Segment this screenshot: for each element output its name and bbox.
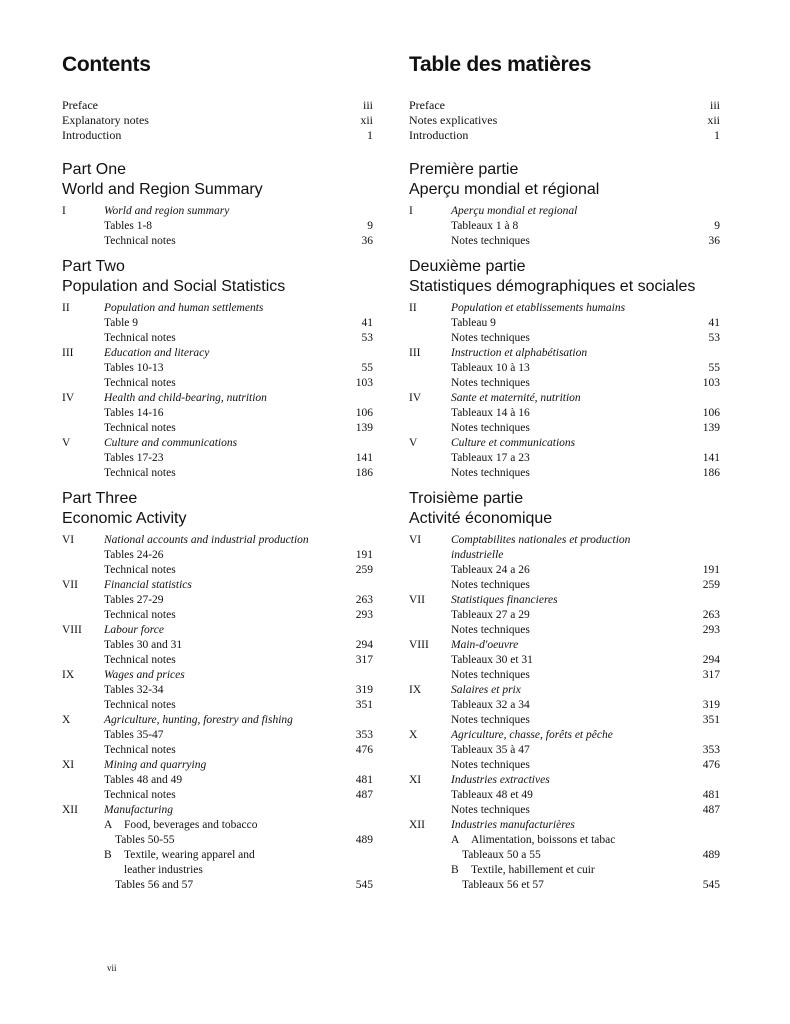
toc-entry[interactable]	[62, 406, 373, 421]
toc-entry[interactable]	[409, 421, 720, 436]
entry-label: Tables 17-23	[104, 452, 164, 464]
chapter-number: I	[409, 205, 413, 217]
subsection-letter: A	[451, 834, 460, 846]
chapter-heading[interactable]	[62, 436, 373, 451]
entry-label: Tables 50-55	[115, 834, 175, 846]
entry-label: Notes techniques	[451, 332, 530, 344]
page-number: 259	[355, 564, 373, 576]
page-number: 293	[355, 609, 373, 621]
chapter-heading[interactable]	[62, 533, 373, 548]
part-heading: World and Region Summary	[62, 181, 263, 198]
toc-entry[interactable]	[62, 451, 373, 466]
chapter-heading[interactable]	[409, 436, 720, 451]
chapter-heading[interactable]	[62, 301, 373, 316]
part-heading: Deuxième partie	[409, 258, 526, 275]
page-number: 9	[714, 220, 720, 232]
toc-entry[interactable]	[409, 623, 720, 638]
toc-entry[interactable]	[409, 698, 720, 713]
page-number: 41	[361, 317, 373, 329]
chapter-number: X	[62, 714, 71, 726]
page-number: 293	[702, 624, 720, 636]
chapter-heading[interactable]	[62, 668, 373, 683]
entry-label: Tables 35-47	[104, 729, 164, 741]
toc-part	[409, 257, 720, 481]
toc-entry[interactable]	[62, 743, 373, 758]
page-number: 36	[361, 235, 373, 247]
toc-entry[interactable]	[62, 638, 373, 653]
page-number: 1	[714, 128, 720, 142]
page-number: 319	[702, 699, 720, 711]
entry-label: Preface	[409, 98, 445, 112]
chapter-title: Wages and prices	[104, 669, 185, 681]
toc-entry[interactable]	[62, 331, 373, 346]
page-folio: vii	[107, 963, 117, 973]
page-number: 186	[355, 467, 373, 479]
chapter-title: Labour force	[104, 624, 164, 636]
entry-label: Tableaux 32 a 34	[451, 699, 530, 711]
chapter-number: IV	[62, 392, 75, 404]
chapter-number: I	[62, 205, 66, 217]
chapter-heading[interactable]	[409, 391, 720, 406]
toc-entry[interactable]	[62, 113, 373, 128]
page-number: 353	[702, 744, 720, 756]
part-heading: Statistiques démographiques et sociales	[409, 278, 696, 295]
toc-entry[interactable]	[409, 653, 720, 668]
chapter-heading[interactable]	[62, 578, 373, 593]
toc-entry[interactable]	[409, 848, 720, 863]
chapter-number: III	[409, 347, 421, 359]
chapter-title: Sante et maternité, nutrition	[451, 392, 581, 404]
part-heading: Part One	[62, 161, 127, 178]
page-number: 481	[355, 774, 373, 786]
page-number: 487	[355, 789, 373, 801]
entry-label: Technical notes	[104, 422, 176, 434]
chapter-number: VI	[409, 534, 422, 546]
toc-entry[interactable]	[409, 668, 720, 683]
chapter-heading[interactable]	[409, 773, 720, 788]
toc-entry[interactable]	[409, 234, 720, 249]
toc-entry[interactable]	[409, 758, 720, 773]
subsection-letter: A	[104, 819, 113, 831]
entry-label: Tableaux 56 et 57	[462, 879, 544, 891]
chapter-number: XI	[62, 759, 75, 771]
page-number: 317	[702, 669, 720, 681]
chapter-title: National accounts and industrial production	[104, 534, 309, 546]
toc-entry[interactable]	[409, 743, 720, 758]
toc-part	[62, 489, 373, 893]
entry-label: Preface	[62, 98, 98, 112]
subsection-label: Textile, wearing apparel and	[124, 849, 255, 861]
toc-entry[interactable]	[409, 878, 720, 893]
chapter-number: V	[409, 437, 418, 449]
page-number: iii	[362, 98, 373, 112]
entry-label: Tableaux 50 a 55	[462, 849, 541, 861]
toc-entry[interactable]	[62, 833, 373, 848]
toc-entry[interactable]	[409, 128, 720, 143]
entry-label: Technical notes	[104, 467, 176, 479]
page-number: 106	[355, 407, 373, 419]
page-number: 55	[708, 362, 720, 374]
chapter-heading[interactable]	[62, 204, 373, 219]
toc-entry[interactable]	[62, 219, 373, 234]
page-number: xii	[360, 113, 373, 127]
chapter-number: VII	[409, 594, 425, 606]
subsection-heading[interactable]	[62, 848, 373, 863]
page-number: 351	[355, 699, 373, 711]
page-number: 317	[355, 654, 373, 666]
toc-entry[interactable]	[62, 548, 373, 563]
chapter-title: Population et etablissements humains	[451, 302, 626, 314]
chapter-title: Agriculture, hunting, forestry and fishing	[104, 714, 293, 726]
part-heading: Part Two	[62, 258, 125, 275]
part-heading: Economic Activity	[62, 510, 187, 527]
entry-label: Notes techniques	[451, 235, 530, 247]
chapter-heading[interactable]	[62, 391, 373, 406]
entry-label: Tables 32-34	[104, 684, 164, 696]
page-number: 476	[702, 759, 720, 771]
entry-label: Tableaux 27 a 29	[451, 609, 530, 621]
part-heading: Première partie	[409, 161, 519, 178]
part-items	[62, 204, 373, 249]
page-number: 545	[702, 879, 720, 891]
page-number: xii	[707, 113, 720, 127]
part-heading: Troisième partie	[409, 490, 524, 507]
chapter-title: Statistiques financieres	[451, 594, 558, 606]
chapter-number: XII	[409, 819, 425, 831]
toc-entry[interactable]	[409, 713, 720, 728]
chapter-title: Education and literacy	[104, 347, 210, 359]
toc-entry[interactable]	[62, 653, 373, 668]
chapter-title: Culture and communications	[104, 437, 238, 449]
entry-label: Tables 1-8	[104, 220, 153, 232]
chapter-heading[interactable]	[62, 346, 373, 361]
chapter-heading[interactable]	[409, 818, 720, 833]
chapter-heading[interactable]	[409, 593, 720, 608]
entry-label: Tables 24-26	[104, 549, 164, 561]
entry-label: Notes techniques	[451, 759, 530, 771]
subsection-label: leather industries	[124, 864, 203, 876]
page-number: 53	[361, 332, 373, 344]
entry-label: Introduction	[62, 128, 122, 142]
chapter-number: IX	[62, 669, 75, 681]
toc-entry[interactable]	[62, 788, 373, 803]
toc-entry[interactable]	[409, 98, 720, 113]
part-items	[409, 301, 720, 481]
entry-label: Technical notes	[104, 699, 176, 711]
entry-label: Tableaux 35 à 47	[451, 744, 530, 756]
toc-entry[interactable]	[62, 376, 373, 391]
subsection-letter: B	[451, 864, 459, 876]
entry-label: Table 9	[104, 317, 139, 329]
chapter-number: XI	[409, 774, 422, 786]
entry-label: Tables 14-16	[104, 407, 164, 419]
chapter-title: Agriculture, chasse, forêts et pêche	[451, 729, 613, 741]
chapter-title: Industries extractives	[451, 774, 550, 786]
chapter-number: VII	[62, 579, 78, 591]
toc-entry[interactable]	[409, 466, 720, 481]
page-number: 351	[702, 714, 720, 726]
entry-label: Notes techniques	[451, 669, 530, 681]
toc-entry[interactable]	[62, 421, 373, 436]
chapter-title: Culture et communications	[451, 437, 576, 449]
toc-entry[interactable]	[409, 563, 720, 578]
page-number: 294	[355, 639, 373, 651]
toc-entry[interactable]	[62, 698, 373, 713]
chapter-number: II	[409, 302, 417, 314]
toc-entry[interactable]	[409, 803, 720, 818]
chapter-title: Mining and quarrying	[104, 759, 207, 771]
part-heading: Activité économique	[409, 510, 553, 527]
subsection-heading[interactable]	[409, 833, 720, 848]
page-number: iii	[709, 98, 720, 112]
page-number: 353	[355, 729, 373, 741]
subsection-label: Textile, habillement et cuir	[471, 864, 595, 876]
toc-entry[interactable]	[409, 376, 720, 391]
entry-label: Tableaux 17 a 23	[451, 452, 530, 464]
page-number: 487	[702, 804, 720, 816]
chapter-title: Population and human settlements	[104, 302, 264, 314]
chapter-heading[interactable]	[409, 533, 720, 563]
page-number: 1	[367, 128, 373, 142]
subsection-letter: B	[104, 849, 112, 861]
page-number: 41	[708, 317, 720, 329]
entry-label: Notes techniques	[451, 579, 530, 591]
subsection-continuation	[62, 863, 373, 878]
part-heading: Aperçu mondial et régional	[409, 181, 600, 198]
toc-entry[interactable]	[62, 234, 373, 249]
entry-label: Technical notes	[104, 654, 176, 666]
part-items	[409, 533, 720, 893]
entry-label: Technical notes	[104, 377, 176, 389]
toc-entry[interactable]	[409, 113, 720, 128]
page-number: 263	[702, 609, 720, 621]
toc-entry[interactable]	[62, 878, 373, 893]
chapter-heading[interactable]	[409, 728, 720, 743]
toc-entry[interactable]	[409, 578, 720, 593]
entry-label: Tables 10-13	[104, 362, 164, 374]
chapter-title: World and region summary	[104, 205, 230, 217]
page-number: 55	[361, 362, 373, 374]
toc-entry[interactable]	[62, 593, 373, 608]
chapter-title: Comptabilites nationales et production industrielle	[451, 534, 631, 561]
entry-label: Tableaux 10 à 13	[451, 362, 530, 374]
page-number: 545	[355, 879, 373, 891]
chapter-title: Manufacturing	[104, 804, 173, 816]
entry-label: Notes techniques	[451, 624, 530, 636]
entry-label: Technical notes	[104, 744, 176, 756]
entry-label: Tableaux 30 et 31	[451, 654, 533, 666]
page-number: 103	[355, 377, 373, 389]
subsection-label: Food, beverages and tobacco	[124, 819, 258, 831]
entry-label: Notes techniques	[451, 422, 530, 434]
chapter-title: Health and child-bearing, nutrition	[104, 392, 267, 404]
chapter-title: Main-d'oeuvre	[451, 639, 519, 651]
part-items	[62, 301, 373, 481]
page-number: 191	[355, 549, 373, 561]
entry-label: Technical notes	[104, 789, 176, 801]
page-number: 481	[702, 789, 720, 801]
toc-entry[interactable]	[409, 316, 720, 331]
entry-label: Notes explicatives	[409, 113, 498, 127]
page-title: Table des matières	[409, 53, 592, 76]
chapter-title: Financial statistics	[104, 579, 192, 591]
page-number: 53	[708, 332, 720, 344]
chapter-heading[interactable]	[62, 758, 373, 773]
toc-entry[interactable]	[409, 331, 720, 346]
chapter-title: Salaires et prix	[451, 684, 521, 696]
chapter-number: IX	[409, 684, 422, 696]
entry-label: Tables 30 and 31	[104, 639, 183, 651]
chapter-title: Industries manufacturières	[451, 819, 575, 831]
page-number: 141	[355, 452, 373, 464]
toc-entry[interactable]	[62, 728, 373, 743]
page-number: 103	[702, 377, 720, 389]
chapter-number: V	[62, 437, 71, 449]
entry-label: Tables 56 and 57	[115, 879, 194, 891]
entry-label: Tables 27-29	[104, 594, 164, 606]
chapter-heading[interactable]	[409, 346, 720, 361]
subsection-label: Alimentation, boissons et tabac	[471, 834, 616, 846]
toc-entry[interactable]	[62, 563, 373, 578]
part-items	[409, 204, 720, 249]
entry-label: Notes techniques	[451, 804, 530, 816]
entry-label: Tableaux 48 et 49	[451, 789, 533, 801]
chapter-heading[interactable]	[409, 683, 720, 698]
chapter-number: VIII	[409, 639, 429, 651]
part-heading: Part Three	[62, 490, 138, 507]
chapter-heading[interactable]	[62, 623, 373, 638]
page-number: 186	[702, 467, 720, 479]
subsection-heading[interactable]	[409, 863, 720, 878]
chapter-heading[interactable]	[409, 301, 720, 316]
toc-part	[409, 489, 720, 893]
chapter-number: VI	[62, 534, 75, 546]
toc-entry[interactable]	[409, 219, 720, 234]
entry-label: Tableaux 1 à 8	[451, 220, 519, 232]
chapter-title: Aperçu mondial et regional	[451, 205, 578, 217]
entry-label: Technical notes	[104, 332, 176, 344]
entry-label: Notes techniques	[451, 377, 530, 389]
chapter-heading[interactable]	[62, 803, 373, 818]
page-number: 139	[702, 422, 720, 434]
part-items	[62, 533, 373, 893]
page-number: 141	[702, 452, 720, 464]
entry-label: Notes techniques	[451, 467, 530, 479]
page-number: 294	[702, 654, 720, 666]
chapter-number: II	[62, 302, 70, 314]
part-heading: Population and Social Statistics	[62, 278, 286, 295]
toc-entry[interactable]	[62, 683, 373, 698]
toc-entry[interactable]	[62, 361, 373, 376]
toc-entry[interactable]	[62, 773, 373, 788]
toc-entry[interactable]	[62, 466, 373, 481]
chapter-title: Instruction et alphabétisation	[451, 347, 588, 359]
page-number: 489	[355, 834, 373, 846]
entry-label: Tableaux 14 à 16	[451, 407, 530, 419]
chapter-number: III	[62, 347, 74, 359]
toc-part	[62, 257, 373, 481]
entry-label: Introduction	[409, 128, 469, 142]
entry-label: Tableau 9	[451, 317, 496, 329]
chapter-number: IV	[409, 392, 422, 404]
page-number: 191	[702, 564, 720, 576]
chapter-number: VIII	[62, 624, 82, 636]
toc-part	[409, 160, 720, 249]
page-number: 319	[355, 684, 373, 696]
page-number: 476	[355, 744, 373, 756]
entry-label: Tableaux 24 a 26	[451, 564, 530, 576]
chapter-heading[interactable]	[409, 638, 720, 653]
page-number: 489	[702, 849, 720, 861]
chapter-number: X	[409, 729, 418, 741]
page-number: 263	[355, 594, 373, 606]
entry-label: Notes techniques	[451, 714, 530, 726]
chapter-heading[interactable]	[62, 713, 373, 728]
entry-label: Technical notes	[104, 609, 176, 621]
entry-label: Technical notes	[104, 235, 176, 247]
entry-label: Tables 48 and 49	[104, 774, 183, 786]
page-number: 106	[702, 407, 720, 419]
toc-entry[interactable]	[62, 98, 373, 113]
subsection-heading[interactable]	[62, 818, 373, 833]
page-number: 139	[355, 422, 373, 434]
toc-part	[62, 160, 373, 249]
page-number: 259	[702, 579, 720, 591]
toc-entry[interactable]	[409, 406, 720, 421]
toc-entry[interactable]	[62, 608, 373, 623]
toc-entry[interactable]	[62, 316, 373, 331]
page-number: 9	[367, 220, 373, 232]
chapter-heading[interactable]	[409, 204, 720, 219]
toc-entry[interactable]	[409, 451, 720, 466]
entry-label: Explanatory notes	[62, 113, 149, 127]
page-title: Contents	[62, 53, 151, 76]
chapter-number: XII	[62, 804, 78, 816]
toc-entry[interactable]	[409, 608, 720, 623]
page-number: 36	[708, 235, 720, 247]
toc-entry[interactable]	[409, 788, 720, 803]
toc-entry[interactable]	[62, 128, 373, 143]
toc-entry[interactable]	[409, 361, 720, 376]
entry-label: Technical notes	[104, 564, 176, 576]
